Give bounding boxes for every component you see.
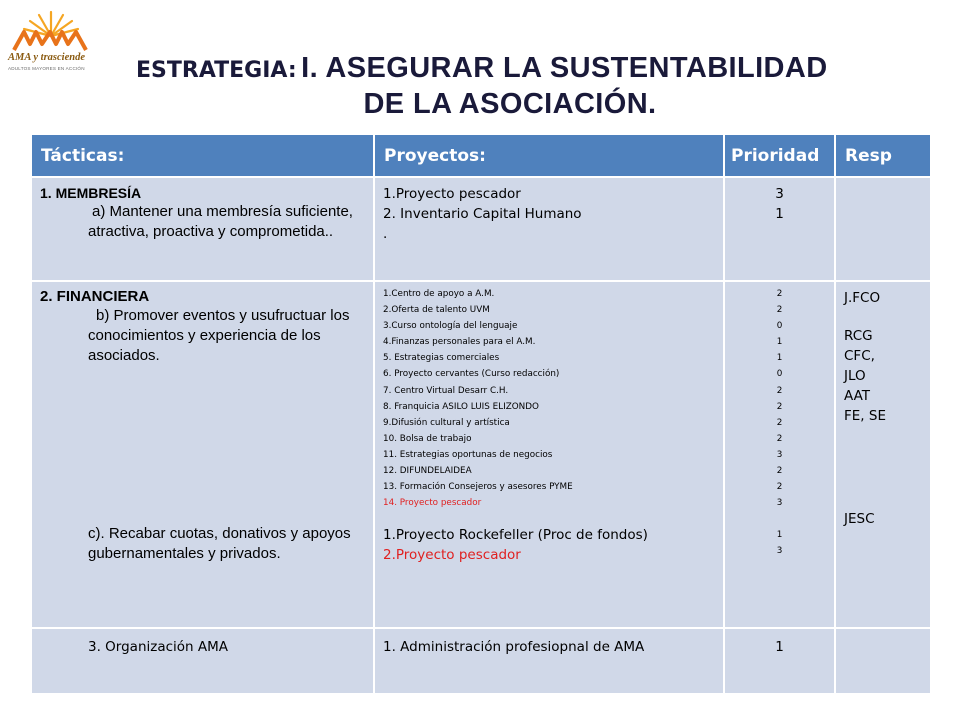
resp-value: JESC bbox=[844, 511, 875, 527]
resp-cell bbox=[835, 628, 931, 694]
project-item: 4.Finanzas personales para el A.M. bbox=[383, 337, 536, 348]
priority-value: 1 bbox=[775, 639, 784, 655]
priority-value: 1 bbox=[776, 337, 783, 348]
priority-value: 2 bbox=[776, 385, 783, 396]
priority-value: 1 bbox=[776, 530, 783, 541]
tactic-cell bbox=[31, 281, 374, 628]
priority-value: 2 bbox=[776, 466, 783, 477]
project-item: . bbox=[383, 226, 388, 242]
header-prioridad: Prioridad bbox=[724, 134, 835, 177]
project-item: 6. Proyecto cervantes (Curso redacción) bbox=[383, 369, 560, 380]
table-row bbox=[31, 628, 931, 694]
priority-value: 3 bbox=[776, 546, 783, 557]
priority-value: 1 bbox=[775, 206, 784, 222]
priority-value: 3 bbox=[775, 186, 784, 202]
priority-value: 2 bbox=[776, 433, 783, 444]
tactic-title: 1. MEMBRESÍA bbox=[40, 185, 142, 201]
project-item: 2.Proyecto pescador bbox=[383, 547, 521, 564]
tactic-cell bbox=[31, 177, 374, 281]
priority-cell bbox=[724, 281, 835, 628]
ama-logo bbox=[6, 6, 96, 98]
resp-cell bbox=[835, 177, 931, 281]
priority-cell bbox=[724, 177, 835, 281]
project-item: 9.Difusión cultural y artística bbox=[383, 417, 510, 428]
header-proyectos: Proyectos: bbox=[374, 134, 724, 177]
header-resp: Resp bbox=[835, 134, 931, 177]
resp-value: JLO bbox=[844, 368, 866, 384]
tactic-title: 3. Organización AMA bbox=[88, 639, 229, 655]
project-item: 14. Proyecto pescador bbox=[383, 498, 482, 509]
projects-cell bbox=[374, 177, 724, 281]
priority-value: 0 bbox=[776, 321, 783, 332]
tactic-cell bbox=[31, 628, 374, 694]
project-item: 1.Centro de apoyo a A.M. bbox=[383, 289, 495, 299]
priority-value: 2 bbox=[776, 417, 783, 428]
priority-value: 2 bbox=[776, 401, 783, 412]
project-item: 10. Bolsa de trabajo bbox=[383, 433, 472, 444]
projects-cell bbox=[374, 628, 724, 694]
project-item: 13. Formación Consejeros y asesores PYME bbox=[383, 482, 573, 493]
project-item: 3.Curso ontología del lenguaje bbox=[383, 321, 518, 332]
resp-value: FE, SE bbox=[844, 408, 886, 424]
project-item: 8. Franquicia ASILO LUIS ELIZONDO bbox=[383, 401, 539, 412]
tactic-text-b: b) Promover eventos y usufructuar los conocimientos y experiencia de los asociados. bbox=[88, 307, 350, 364]
logo-brand: AMA y trasciende bbox=[8, 52, 86, 63]
priority-cell bbox=[724, 628, 835, 694]
page-title bbox=[136, 52, 828, 85]
projects-cell bbox=[374, 281, 724, 628]
priority-value: 3 bbox=[776, 449, 783, 460]
priority-value: 3 bbox=[776, 498, 783, 509]
project-item: 12. DIFUNDELAIDEA bbox=[383, 466, 472, 477]
project-item: 1.Proyecto pescador bbox=[383, 186, 521, 202]
project-item: 11. Estrategias oportunas de negocios bbox=[383, 449, 553, 460]
table-header-row bbox=[31, 134, 931, 177]
sun-logo-icon bbox=[6, 6, 96, 56]
resp-value: CFC, bbox=[844, 348, 875, 364]
tactic-text-c: c). Recabar cuotas, donativos y apoyos gubernamentales y privados. bbox=[88, 525, 351, 562]
project-item: 7. Centro Virtual Desarr C.H. bbox=[383, 385, 509, 396]
project-item: 5. Estrategias comerciales bbox=[383, 353, 500, 364]
priority-value: 2 bbox=[776, 482, 783, 493]
title-line1: I. ASEGURAR LA SUSTENTABILIDAD bbox=[301, 52, 828, 84]
project-item: 2. Inventario Capital Humano bbox=[383, 206, 582, 222]
header-tacticas: Tácticas: bbox=[31, 134, 374, 177]
tactic-text: a) Mantener una membresía suficiente, atractiva, proactiva y comprometida.. bbox=[88, 203, 353, 240]
priority-value: 2 bbox=[776, 305, 783, 316]
project-item: 1. Administración profesiopnal de AMA bbox=[383, 639, 645, 655]
project-item: 1.Proyecto Rockefeller (Proc de fondos) bbox=[383, 527, 648, 544]
resp-value: J.FCO bbox=[844, 290, 881, 306]
priority-value: 1 bbox=[776, 353, 783, 364]
resp-cell bbox=[835, 281, 931, 628]
tactic-title: 2. FINANCIERA bbox=[40, 288, 150, 305]
table-row bbox=[31, 177, 931, 281]
strategy-table bbox=[30, 133, 932, 695]
project-item: 2.Oferta de talento UVM bbox=[383, 305, 490, 316]
logo-tagline: ADULTOS MAYORES EN ACCIÓN bbox=[8, 66, 85, 71]
resp-value: RCG bbox=[844, 328, 873, 344]
resp-value: AAT bbox=[844, 388, 871, 404]
table-row bbox=[31, 281, 931, 628]
title-prefix: ESTRATEGIA: bbox=[136, 58, 297, 83]
priority-value: 0 bbox=[776, 369, 783, 380]
title-line2: DE LA ASOCIACIÓN. bbox=[363, 88, 657, 120]
priority-value: 2 bbox=[776, 289, 783, 299]
